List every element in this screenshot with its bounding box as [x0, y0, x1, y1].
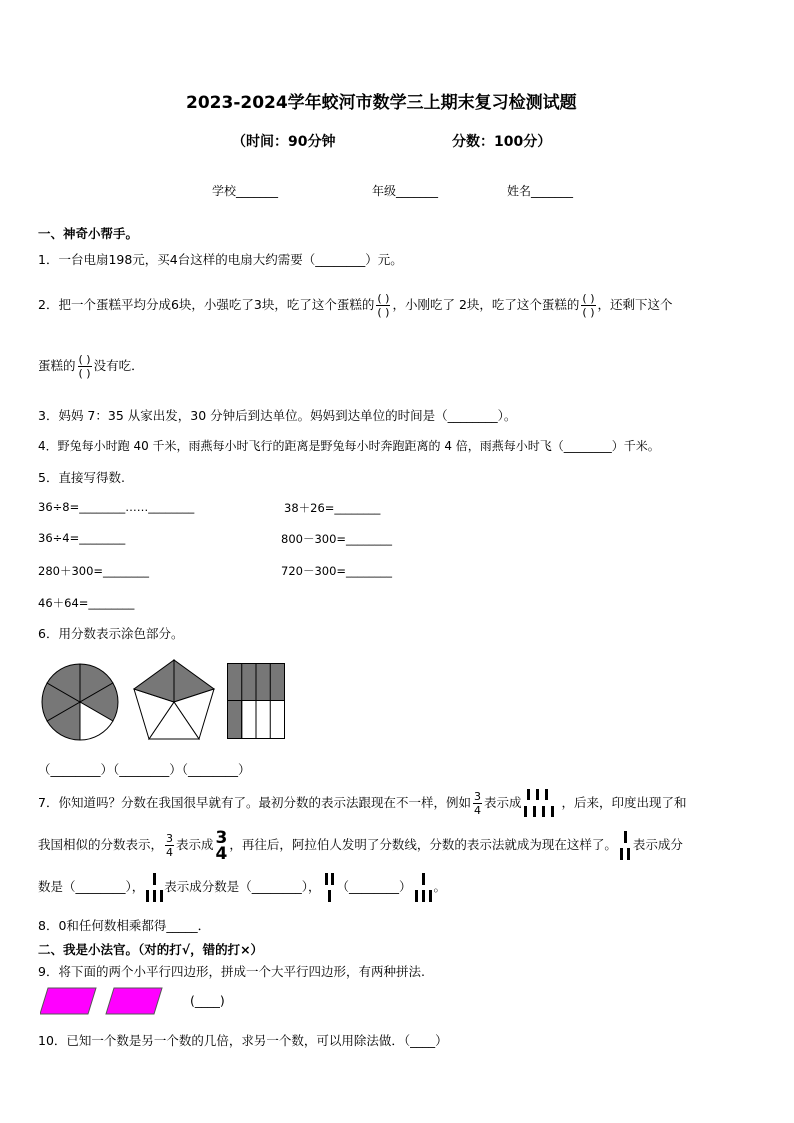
fraction-numerator: ( )	[582, 292, 595, 305]
q7-text-e: 表示成	[176, 837, 214, 852]
grade-field: 年级_______	[372, 184, 439, 198]
q9-answer-blank: (____)	[190, 993, 225, 1008]
q5-item: 800－300=________	[281, 532, 393, 546]
fraction-3-4	[473, 790, 482, 817]
fraction-denominator: ( )	[377, 306, 390, 319]
q2-text-b: ，小刚吃了 2块，吃了这个蛋糕的	[392, 297, 580, 312]
fraction-denominator: ( )	[582, 306, 595, 319]
q7-text-f: ，再往后，阿拉伯人发明了分数线，分数的表示法就成为现在这样了。	[229, 837, 617, 852]
page-title: 2023-2024学年蛟河市数学三上期末复习检测试题	[186, 93, 577, 113]
q5-item: 36÷8=________……________	[38, 500, 195, 514]
q7-text-a: 7．你知道吗？分数在我国很早就有了。最初分数的表示法跟现在不一样，例如	[38, 795, 471, 810]
shaded-rectangle-figure	[227, 663, 285, 739]
q2-text-d: 蛋糕的	[38, 358, 76, 373]
fraction-denominator: ( )	[78, 367, 91, 380]
blank-fraction	[78, 353, 92, 380]
fraction-numerator: ( )	[78, 353, 91, 366]
question-4: 4．野兔每小时跑 40 千米，雨燕每小时飞行的距离是野兔每小时奔跑距离的 4 倍，雨燕每小时飞（________）千米。	[38, 439, 660, 453]
rod-numeral-3-over-4-icon	[521, 787, 561, 821]
q2-text-e: 没有吃．	[93, 358, 144, 373]
q5-item: 38＋26=________	[284, 501, 381, 515]
shaded-pentagon-figure	[132, 658, 216, 742]
question-7-line-3	[38, 869, 446, 905]
rect-part-empty	[242, 701, 285, 739]
q2-text-a: 2．把一个蛋糕平均分成6块，小强吃了3块，吃了这个蛋糕的	[38, 297, 375, 312]
q5-item: 280＋300=________	[38, 564, 150, 578]
question-7-line-1	[38, 785, 687, 821]
q7-text-b: 表示成	[483, 795, 522, 810]
q7-text-i: 表示成分数是（________），	[164, 879, 321, 894]
indian-fraction-3-4	[215, 827, 228, 864]
rod-numeral-2-over-1-icon	[321, 871, 337, 905]
q7-text-c: ，后来，印度出现了和	[561, 795, 687, 810]
rod-numeral-1-over-2-icon	[617, 829, 633, 863]
question-7-line-2	[38, 827, 683, 863]
question-1: 1．一台电扇198元，买4台这样的电扇大约需要（________）元。	[38, 252, 403, 267]
name-field: 姓名_______	[507, 184, 574, 198]
fraction-numerator: 3	[473, 790, 481, 803]
section-2-heading: 二、我是小法官。（对的打√，错的打×）	[38, 942, 264, 957]
indian-denominator: 4	[215, 843, 228, 864]
parallelogram-left	[40, 988, 96, 1014]
question-2-line-2	[38, 348, 144, 384]
exam-time: （时间：90分钟	[232, 134, 336, 150]
fraction-numerator: 3	[166, 832, 174, 845]
indian-numerator: 3	[215, 827, 228, 848]
blank-fraction	[581, 292, 595, 319]
section-1-heading: 一、神奇小帮手。	[38, 226, 139, 241]
question-5: 5．直接写得数.	[38, 470, 125, 485]
shaded-circle-figure	[40, 662, 120, 742]
fraction-denominator: 4	[473, 804, 481, 817]
q5-item: 720－300=________	[281, 564, 393, 578]
q5-item: 46＋64=________	[38, 596, 135, 610]
question-9: 9．将下面的两个小平行四边形，拼成一个大平行四边形，有两种拼法.	[38, 964, 425, 979]
rod-numeral-1-over-3-icon	[144, 871, 164, 905]
question-10: 10．已知一个数是另一个数的几倍，求另一个数，可以用除法做．（____）	[38, 1033, 448, 1048]
question-6: 6．用分数表示涂色部分。	[38, 626, 184, 641]
fraction-3-4	[165, 832, 174, 859]
q7-text-h: 数是（________），	[38, 879, 145, 894]
parallelogram-right	[106, 988, 162, 1014]
q7-text-k: 。	[433, 879, 447, 894]
parallelogram-figures	[40, 986, 180, 1016]
q7-text-d: 我国相似的分数表示，	[38, 837, 164, 852]
blank-fraction	[376, 292, 390, 319]
fraction-denominator: 4	[166, 846, 174, 859]
q7-text-j: （________）	[336, 879, 412, 894]
fraction-numerator: ( )	[377, 292, 390, 305]
rod-numeral-1-over-3-icon	[412, 871, 434, 905]
school-field: 学校_______	[212, 184, 279, 198]
question-3: 3．妈妈 7：35 从家出发，30 分钟后到达单位。妈妈到达单位的时间是（________）。	[38, 408, 517, 423]
q6-answer-blanks: （________）（________）（________）	[38, 762, 251, 777]
q7-text-g: 表示成分	[632, 837, 683, 852]
rect-part-shaded	[228, 701, 242, 739]
q2-text-c: ，还剩下这个	[597, 297, 673, 312]
q5-item: 36÷4=________	[38, 531, 126, 545]
exam-score: 分数：100分）	[452, 134, 552, 150]
question-2-line-1	[38, 287, 673, 323]
question-8: 8．0和任何数相乘都得_____．	[38, 918, 211, 933]
